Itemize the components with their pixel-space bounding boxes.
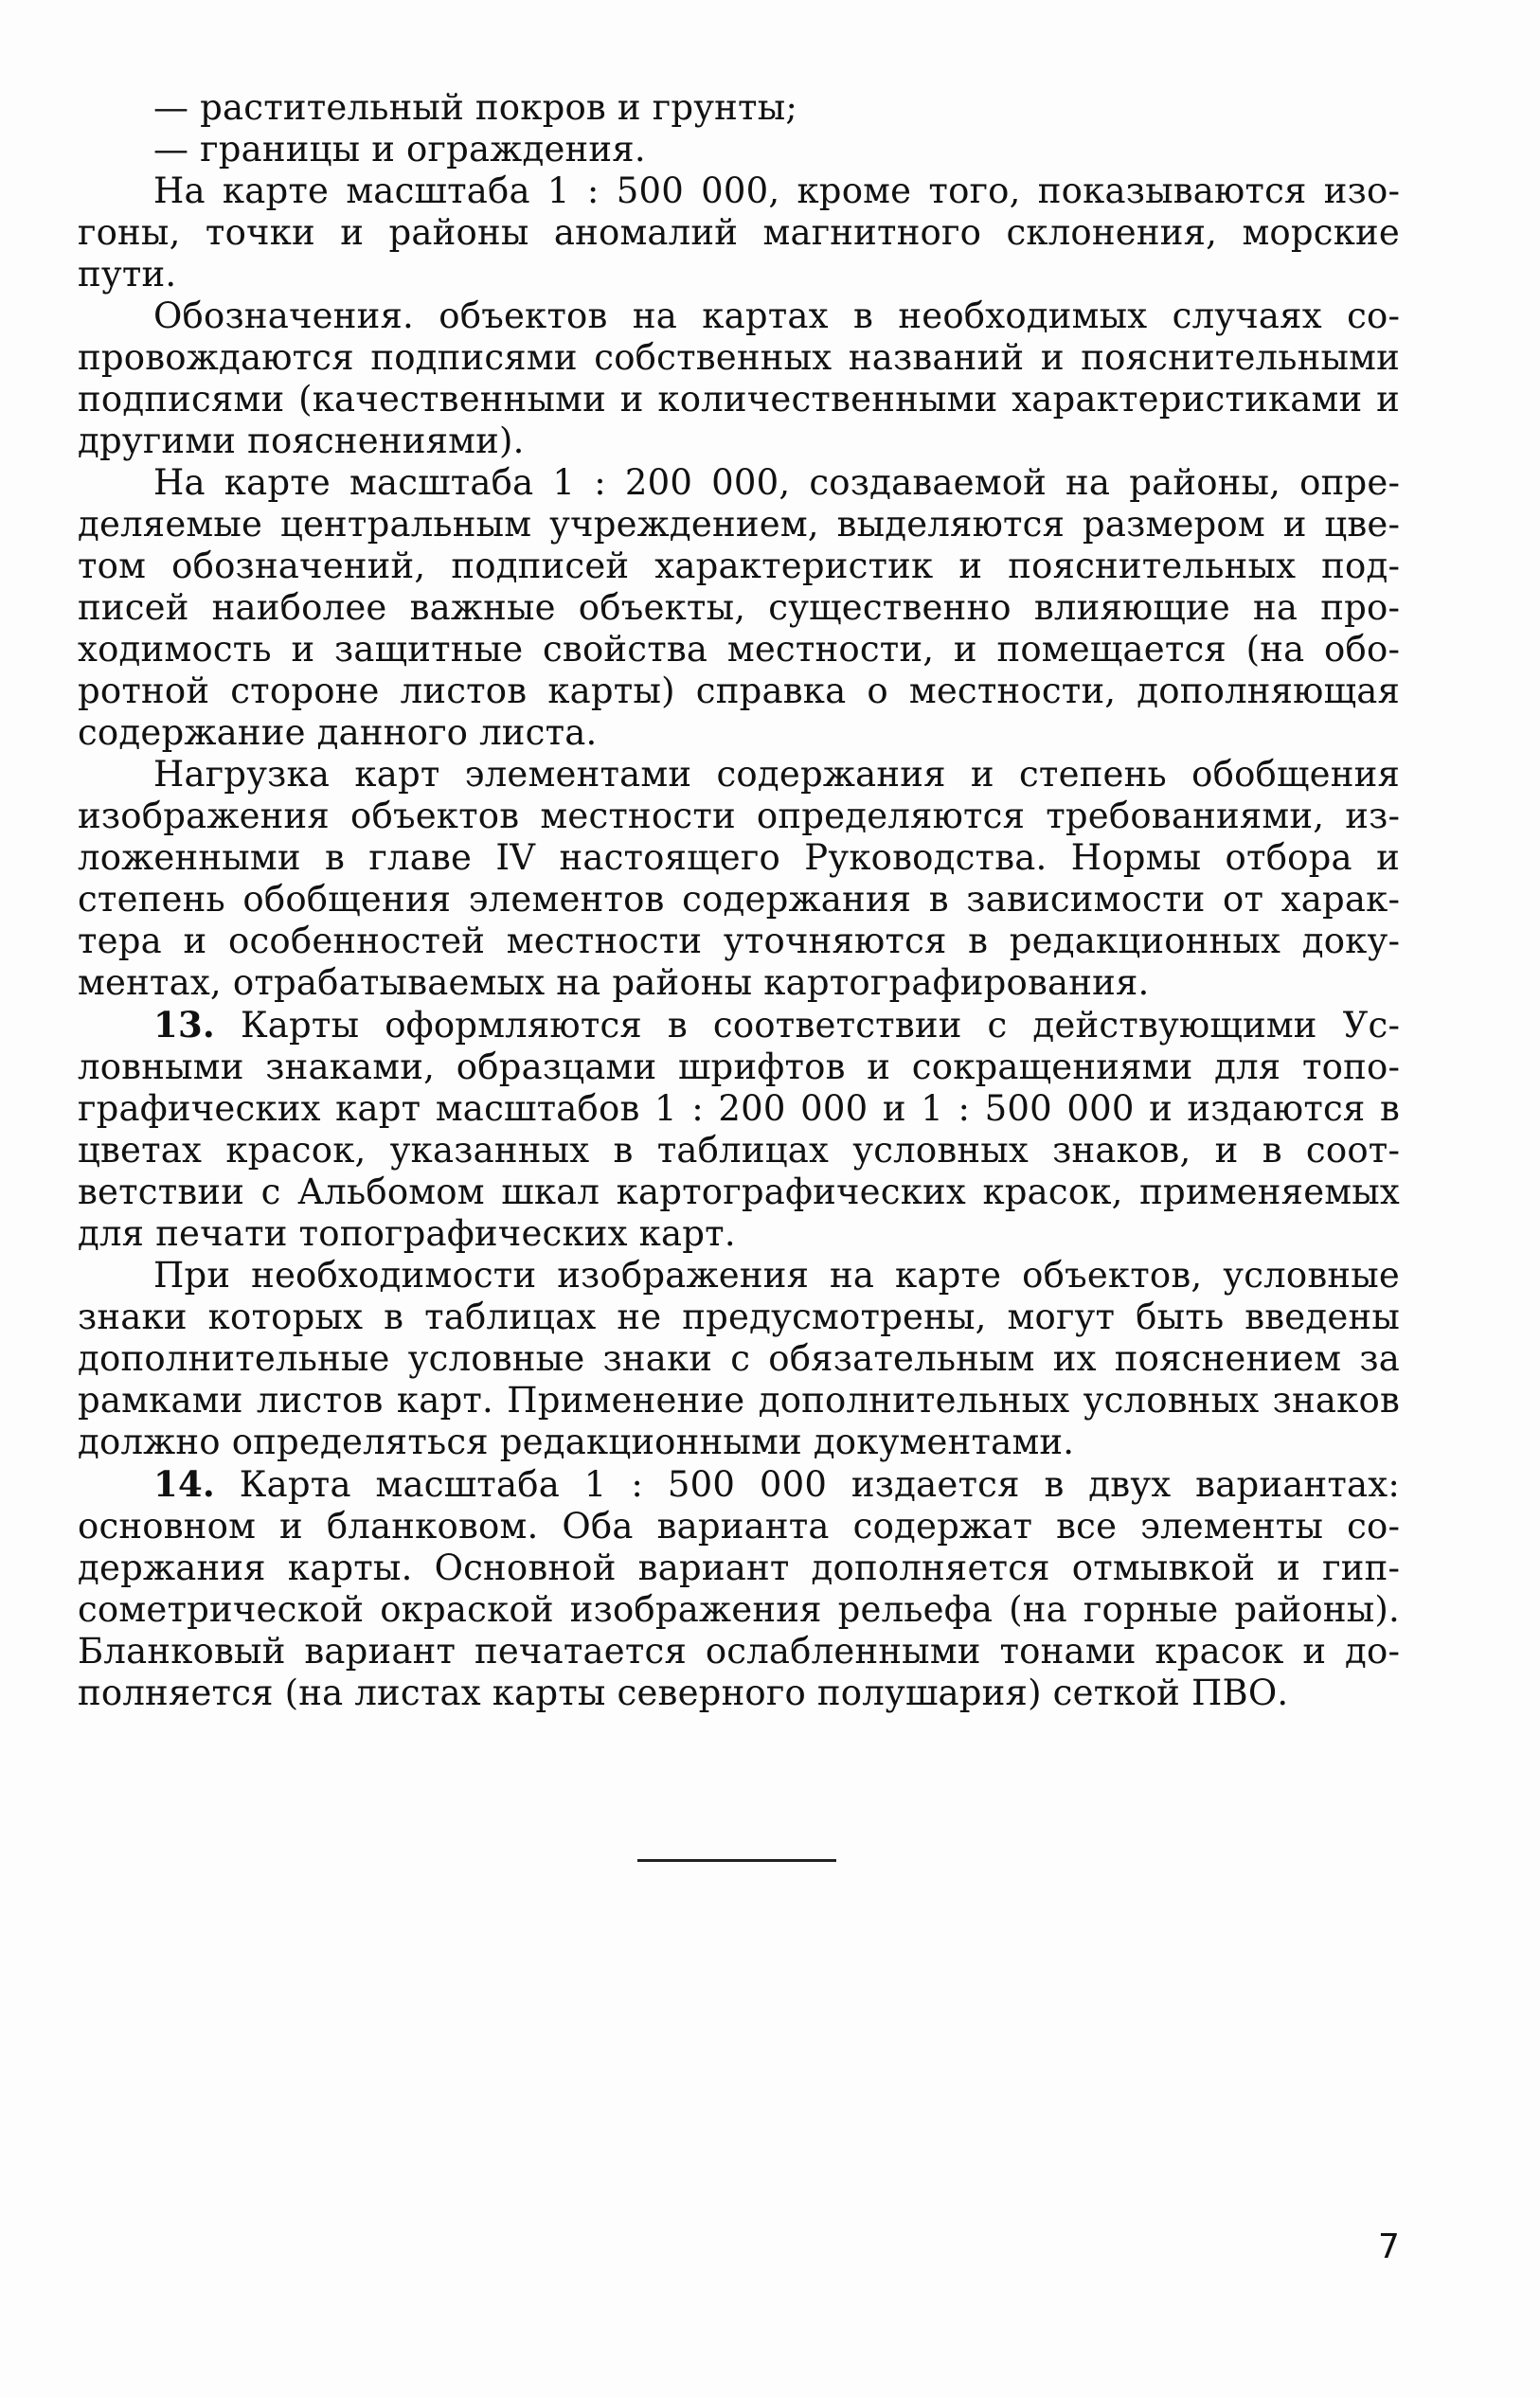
section-number: 14.: [153, 1463, 215, 1505]
paragraph: На карте масштаба 1 : 500 000, кроме того, показываются изогоны, точки и районы аномалий магнитного склонения, морские пути.: [78, 170, 1400, 295]
body-text: [78, 87, 1400, 1714]
section-divider: [637, 1859, 836, 1862]
section-text: Карта масштаба 1 : 500 000 издается в двух вариантах: основном и бланковом. Оба варианта содержат все элементы содержания карты. Основной вариант дополняется отмывкой и гипсометрической окраской изображения рельефа (на горные районы). Бланковый вариант печатается ослабленными тонами красок и дополняется (на листах карты северного полушария) сеткой ПВО.: [78, 1464, 1400, 1713]
list-item: — границы и ограждения.: [153, 129, 646, 170]
section-text: Карты оформляются в соответствии с действующими Условными знаками, образцами шрифтов и сокращениями для топографических карт масштабов 1 : 200 000 и 1 : 500 000 и издаются в цветах красок, указанных в таблицах условных знаков, и в соответствии с Альбомом шкал картографических красок, применяемых для печати топографических карт.: [78, 1005, 1400, 1254]
list-item: — растительный покров и грунты;: [153, 87, 798, 128]
section-number: 13.: [153, 1004, 215, 1046]
paragraph: На карте масштаба 1 : 200 000, создаваемой на районы, определяемые центральным учреждением, выделяются размером и цветом обозначений, подписей характеристик и пояснительных подписей наиболее важные объекты, существенно влияющие на проходимость и защитные свойства местности, и помещается (на оборотной стороне листов карты) справка о местности, дополняющая содержание данного листа.: [78, 462, 1400, 753]
section-13: [78, 1004, 1400, 1255]
paragraph: Обозначения. объектов на картах в необходимых случаях сопровождаются подписями собственных названий и пояснительными подписями (качественными и количественными характеристиками и другими пояснениями).: [78, 295, 1400, 461]
paragraph: Нагрузка карт элементами содержания и степень обобщения изображения объектов местности определяются требованиями, изложенными в главе IV настоящего Руководства. Нормы отбора и степень обобщения элементов содержания в зависимости от характера и особенностей местности уточняются в редакционных документах, отрабатываемых на районы картографирования.: [78, 754, 1400, 1003]
page-number: 7: [1378, 2227, 1400, 2266]
paragraph: При необходимости изображения на карте объектов, условные знаки которых в таблицах не предусмотрены, могут быть введены дополнительные условные знаки с обязательным их пояснением за рамками листов карт. Применение дополнительных условных знаков должно определяться редакционными документами.: [78, 1255, 1400, 1462]
section-14: [78, 1463, 1400, 1714]
